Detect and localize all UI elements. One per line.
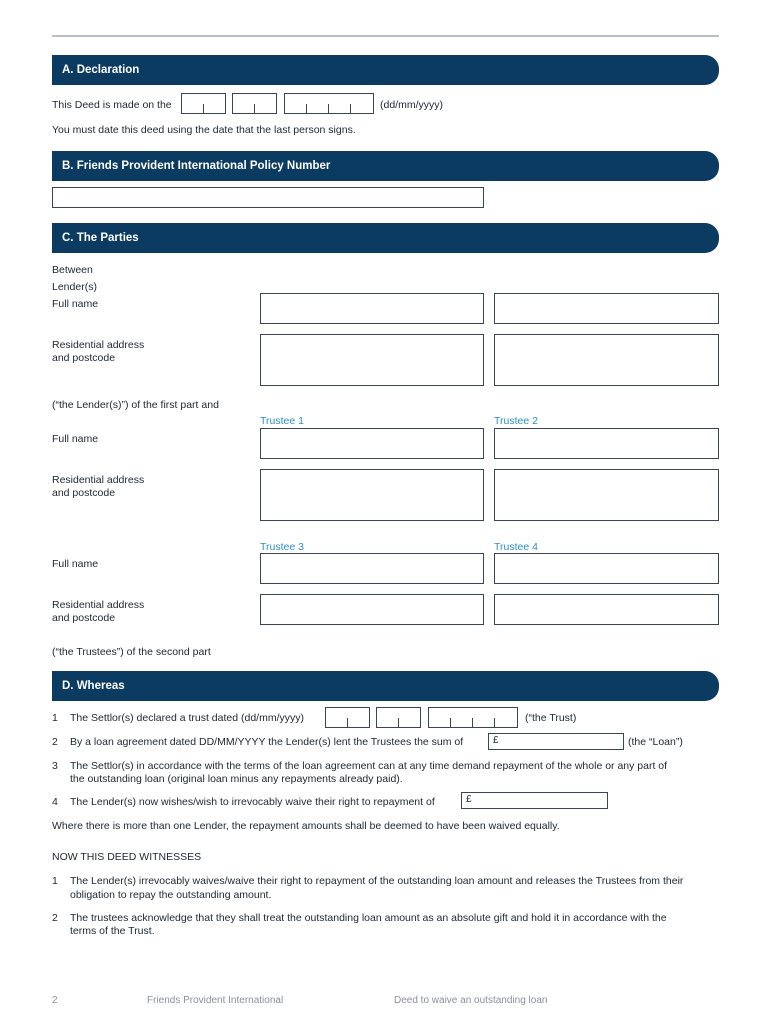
pound-sign: £	[493, 735, 499, 746]
trustee2-full-name-field[interactable]	[494, 428, 719, 459]
lender-full-name-label: Full name	[52, 298, 99, 310]
lender2-address-field[interactable]	[494, 334, 719, 386]
witness-2-line1: The trustees acknowledge that they shall treat the outstanding loan amount as an absolute gift and hold it in accordance with the	[70, 912, 667, 924]
section-d-header: D. Whereas	[52, 671, 719, 701]
trust-day-field[interactable]	[325, 707, 370, 728]
trustee2-address-field[interactable]	[494, 469, 719, 521]
witness-1-line1: The Lender(s) irrevocably waives/waive their right to repayment of the outstanding loan amount and releases the Trustees from their	[70, 875, 684, 887]
policy-number-field[interactable]	[52, 187, 484, 208]
lender2-full-name-field[interactable]	[494, 293, 719, 324]
lender1-full-name-field[interactable]	[260, 293, 484, 324]
declaration-month-field[interactable]	[232, 93, 277, 114]
trust-month-field[interactable]	[376, 707, 421, 728]
witnesses-heading: NOW THIS DEED WITNESSES	[52, 851, 202, 863]
trustee3-address-field[interactable]	[260, 594, 484, 625]
whereas-4-number: 4	[52, 796, 58, 808]
trustee3-full-name-field[interactable]	[260, 553, 484, 584]
lenders-label: Lender(s)	[52, 281, 97, 293]
top-rule	[52, 35, 719, 37]
made-on-label: This Deed is made on the	[52, 99, 172, 111]
trustee12-full-name-label: Full name	[52, 433, 99, 445]
whereas-4-text: The Lender(s) now wishes/wish to irrevocably waive their right to repayment of	[70, 796, 435, 808]
trustee34-full-name-label: Full name	[52, 558, 99, 570]
between-label: Between	[52, 264, 93, 276]
lender-postcode-label: and postcode	[52, 352, 116, 364]
loan-amount-field[interactable]	[488, 733, 624, 750]
trustee12-postcode-label: and postcode	[52, 487, 116, 499]
trustee4-address-field[interactable]	[494, 594, 719, 625]
lender-address-label: Residential address	[52, 339, 145, 351]
trustee34-address-label: Residential address	[52, 599, 145, 611]
page-number: 2	[52, 995, 58, 1006]
trustee34-postcode-label: and postcode	[52, 612, 116, 624]
section-b-header: B. Friends Provident International Policy Number	[52, 151, 719, 181]
witness-2-line2: terms of the Trust.	[70, 925, 155, 937]
witness-2-number: 2	[52, 912, 58, 924]
footer-company: Friends Provident International	[147, 995, 284, 1006]
trustee2-label: Trustee 2	[494, 415, 538, 427]
whereas-2-text: By a loan agreement dated DD/MM/YYYY the Lender(s) lent the Trustees the sum of	[70, 736, 464, 748]
pound-sign: £	[466, 794, 472, 805]
declaration-day-field[interactable]	[181, 93, 226, 114]
trustee12-address-label: Residential address	[52, 474, 145, 486]
section-c-header: C. The Parties	[52, 223, 719, 253]
trustee1-label: Trustee 1	[260, 415, 304, 427]
trustee4-label: Trustee 4	[494, 541, 538, 553]
equal-waiver-note: Where there is more than one Lender, the repayment amounts shall be deemed to have been waived equally.	[52, 820, 560, 832]
trustee1-address-field[interactable]	[260, 469, 484, 521]
trustee4-full-name-field[interactable]	[494, 553, 719, 584]
witness-1-number: 1	[52, 875, 58, 887]
whereas-1-number: 1	[52, 712, 58, 724]
whereas-3-line1: The Settlor(s) in accordance with the terms of the loan agreement can at any time demand repayment of the whole or any part of	[70, 760, 668, 772]
whereas-2-number: 2	[52, 736, 58, 748]
trustee1-full-name-field[interactable]	[260, 428, 484, 459]
lender1-address-field[interactable]	[260, 334, 484, 386]
trust-year-field[interactable]	[428, 707, 518, 728]
waived-amount-field[interactable]	[461, 792, 608, 809]
whereas-2-suffix: (the “Loan”)	[628, 736, 683, 748]
whereas-1-suffix: (“the Trust)	[525, 712, 577, 724]
trustee3-label: Trustee 3	[260, 541, 304, 553]
footer-document-title: Deed to waive an outstanding loan	[394, 995, 548, 1006]
first-part-text: (“the Lender(s)”) of the first part and	[52, 399, 219, 411]
section-a-header: A. Declaration	[52, 55, 719, 85]
second-part-text: (“the Trustees”) of the second part	[52, 646, 211, 658]
whereas-1-text: The Settlor(s) declared a trust dated (dd/mm/yyyy)	[70, 712, 304, 724]
whereas-3-line2: the outstanding loan (original loan minus any repayments already paid).	[70, 773, 403, 785]
date-format-hint: (dd/mm/yyyy)	[380, 99, 443, 111]
witness-1-line2: obligation to repay the outstanding amount.	[70, 889, 272, 901]
whereas-3-number: 3	[52, 760, 58, 772]
date-note: You must date this deed using the date that the last person signs.	[52, 124, 356, 136]
declaration-year-field[interactable]	[284, 93, 374, 114]
